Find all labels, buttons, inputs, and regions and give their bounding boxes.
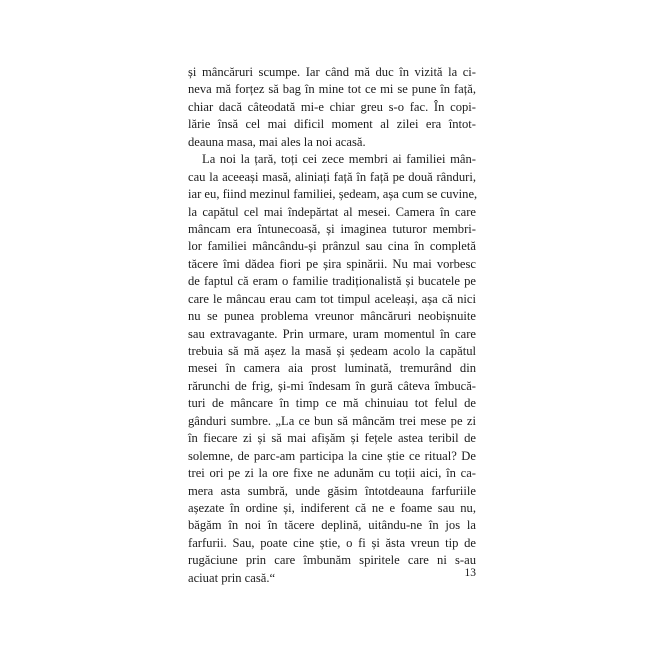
text-line: cau la aceeași masă, aliniați față în față pe două rânduri,	[188, 169, 476, 184]
text-line: nu se punea problema vreunor mâncăruri neobișnuite	[188, 309, 476, 324]
text-line: mâncam era întunecoasă, și imaginea tuturor membri-	[188, 221, 476, 236]
text-line: deauna masa, mai ales la noi acasă.	[188, 134, 366, 149]
text-line: lărie însă cel mai dificil moment al zilei era întot-	[188, 117, 476, 132]
text-line: tăcere îmi dădea fiori pe șira spinării. Nu mai vorbesc	[188, 256, 476, 271]
text-line: lor familiei mâncându-și prânzul sau cina în completă	[188, 239, 476, 254]
text-line: rărunchi de frig, și-mi îndesam în gură câteva îmbucă-	[188, 378, 476, 393]
text-line: sau extravagante. Prin urmare, uram momentul în care	[188, 326, 476, 341]
text-line: aciuat prin casă.“	[188, 570, 276, 585]
paragraph	[188, 64, 476, 151]
text-line: în fiecare zi și să mai afișăm și fețele astea teribil de	[188, 431, 476, 446]
text-line: iar eu, fiind mezinul familiei, ședeam, așa cum se cuvine,	[188, 187, 478, 202]
text-line: băgăm în noi în tăcere deplină, uitându-ne în jos la	[188, 518, 476, 533]
text-line: de faptul că eram o familie tradiționalistă și bucatele pe	[188, 274, 476, 289]
text-line: gânduri sumbre. „La ce bun să mâncăm trei mese pe zi	[188, 413, 476, 428]
text-line: solemne, de parc-am participa la cine știe ce ritual? De	[188, 448, 476, 463]
text-line: chiar dacă câteodată mi-e chiar greu s-o fac. În copi-	[188, 99, 476, 114]
text-line: neva mă forțez să bag în mine tot ce mi se pune în față,	[188, 82, 476, 97]
text-line: și mâncăruri scumpe. Iar când mă duc în vizită la ci-	[188, 65, 476, 79]
text-line: turi de mâncare în timp ce mă chinuiau tot felul de	[188, 396, 476, 411]
text-line: trei ori pe zi la ore fixe ne adunăm cu toții aici, în ca-	[188, 466, 476, 481]
page-number: 13	[464, 567, 476, 579]
text-line: farfurii. Sau, poate cine știe, o fi și ăsta vreun tip de	[188, 535, 476, 550]
text-line: mesei în camera aia prost luminată, tremurând din	[188, 361, 476, 376]
text-line: așezate în ordine și, indiferent că ne e foame sau nu,	[188, 500, 476, 515]
body-text	[188, 64, 476, 587]
text-line: care le mâncau erau cam tot timpul aceleași, așa că nici	[188, 291, 476, 306]
text-line: La noi la țară, toți cei zece membri ai familiei mân-	[202, 152, 476, 167]
text-line: la capătul cel mai îndepărtat al mesei. Camera în care	[188, 204, 476, 219]
text-line: mera asta sumbră, unde găsim întotdeauna farfuriile	[188, 483, 476, 498]
text-line: rugăciune prin care îmbunăm spiritele care ni s-au	[188, 553, 476, 568]
paragraph	[188, 151, 476, 587]
text-line: trebuia să mă așez la masă și ședeam acolo la capătul	[188, 344, 476, 358]
